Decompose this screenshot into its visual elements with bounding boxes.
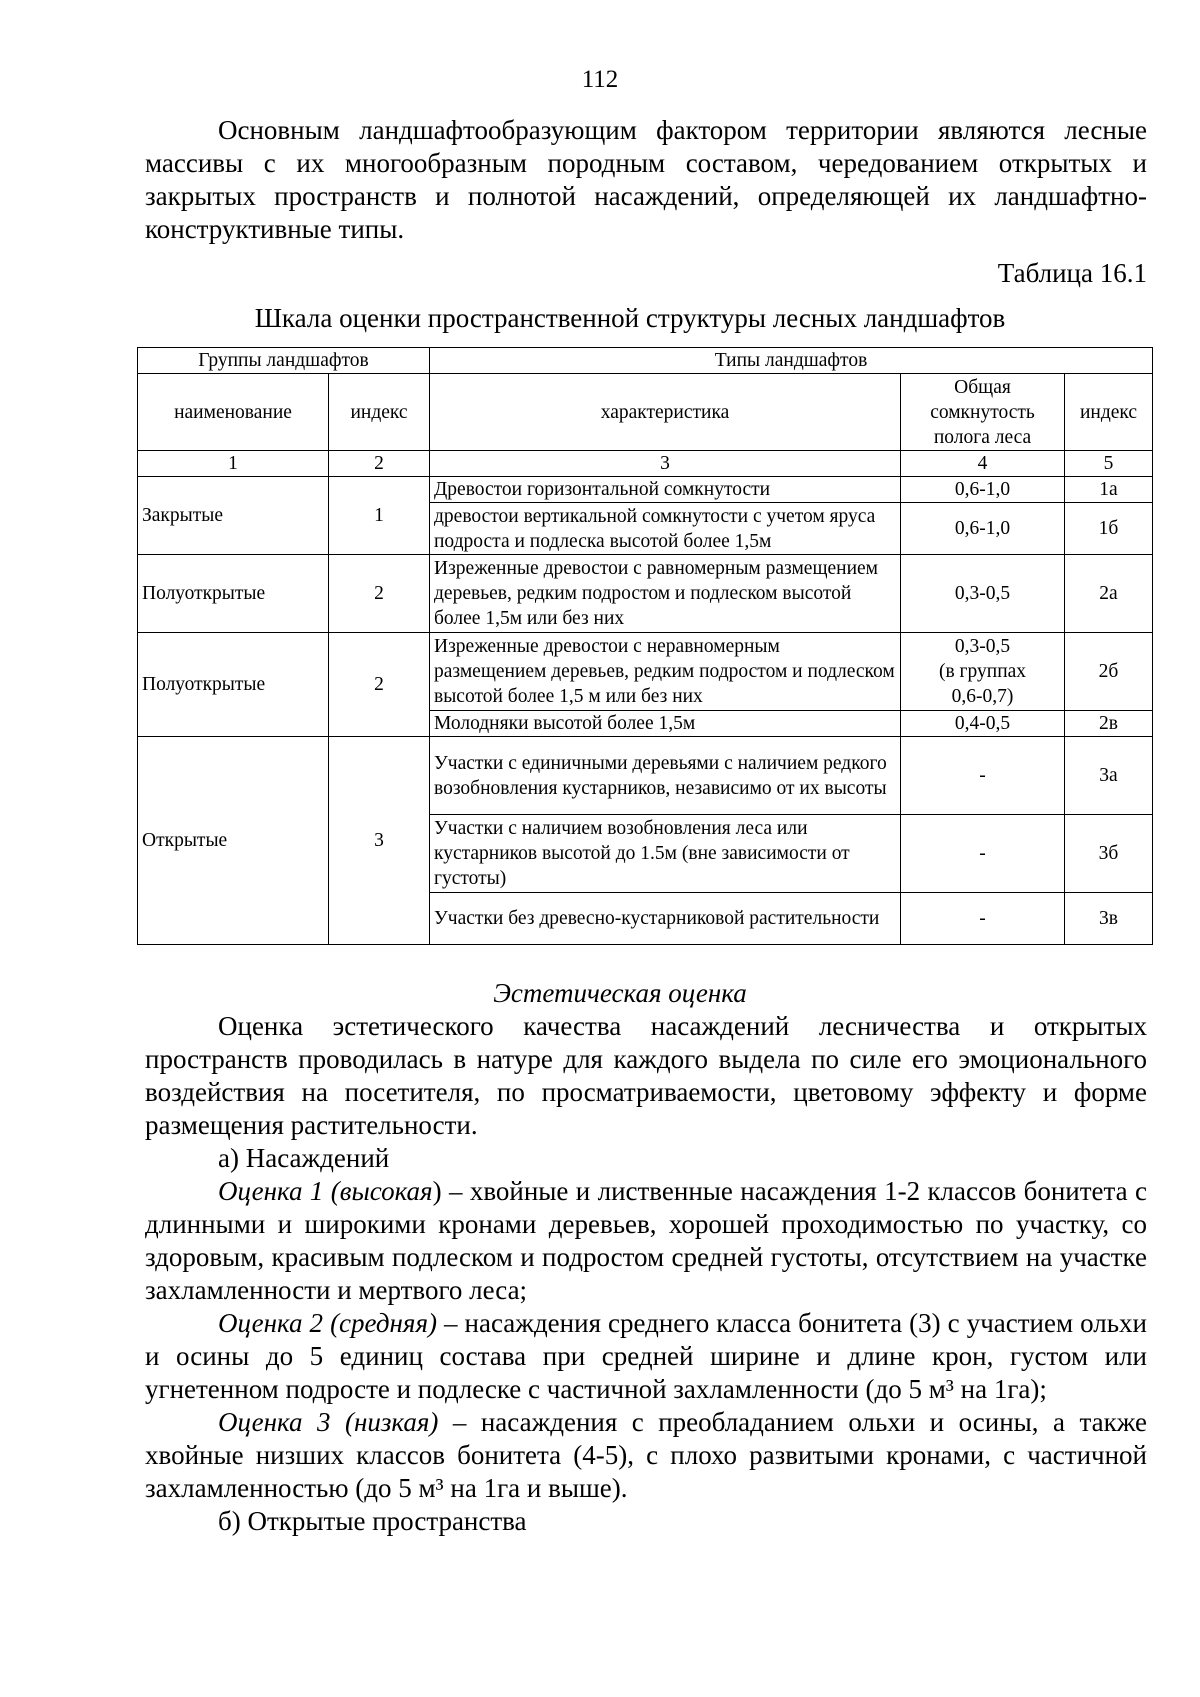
header-types: Типы ландшафтов bbox=[430, 348, 1153, 374]
table-row bbox=[138, 555, 1153, 633]
type-density: 0,6-1,0 bbox=[901, 503, 1065, 555]
intro-paragraph bbox=[145, 114, 1147, 246]
grade-label: Оценка 1 (высокая bbox=[218, 1176, 433, 1206]
type-characteristic: Молодняки высотой более 1,5м bbox=[430, 711, 901, 737]
type-density: 0,4-0,5 bbox=[901, 711, 1065, 737]
type-characteristic: Изреженные древостои с неравномерным размещением деревьев, редким подростом и подлеском высотой более 1,5 м или без них bbox=[430, 633, 901, 711]
type-index: 2а bbox=[1065, 555, 1153, 633]
table-row bbox=[138, 477, 1153, 503]
body-paragraph bbox=[145, 1406, 1147, 1505]
type-index: 1а bbox=[1065, 477, 1153, 503]
grade-text: – насаждения среднего класса бонитета (3) с участием ольхи и осины до 5 единиц состава при средней ширине и длине крон, густом или угнетенном подросте и подлеске с частичной захламленности (до 5 м³ на 1га); bbox=[145, 1308, 1147, 1404]
body-paragraph: б) Открытые пространства bbox=[218, 1506, 527, 1536]
col-number: 2 bbox=[329, 451, 430, 477]
table-numbering-row bbox=[138, 451, 1153, 477]
body-paragraph bbox=[145, 1307, 1147, 1406]
intro-text: Основным ландшафтообразующим фактором территории являются лесные массивы с их многообразным породным составом, чередованием открытых и закрытых пространств и полнотой насаждений, определяющей их ландшафтно-конструктивные типы. bbox=[145, 115, 1147, 244]
grade-label: Оценка 3 (низкая) bbox=[218, 1407, 439, 1437]
type-characteristic: Участки с наличием возобновления леса или кустарников высотой до 1.5м (вне зависимости от густоты) bbox=[430, 815, 901, 893]
table-row bbox=[138, 737, 1153, 815]
body-paragraph: а) Насаждений bbox=[218, 1143, 390, 1173]
col-type-index: индекс bbox=[1065, 374, 1153, 451]
aesthetic-body bbox=[145, 1010, 1147, 1538]
type-index: 3б bbox=[1065, 815, 1153, 893]
group-index: 2 bbox=[329, 555, 430, 633]
group-index: 3 bbox=[329, 737, 430, 945]
type-index: 3в bbox=[1065, 893, 1153, 945]
type-characteristic: Изреженные древостои с равномерным размещением деревьев, редким подростом и подлеском высотой более 1,5м или без них bbox=[430, 555, 901, 633]
group-index: 1 bbox=[329, 477, 430, 555]
col-number: 1 bbox=[138, 451, 329, 477]
density-line: (в группах bbox=[938, 661, 1027, 682]
page-number: 112 bbox=[581, 66, 619, 93]
type-density: 0,3-0,5 bbox=[901, 555, 1065, 633]
type-index: 3а bbox=[1065, 737, 1153, 815]
type-density: 0,6-1,0 bbox=[901, 477, 1065, 503]
col-characteristic: характеристика bbox=[430, 374, 901, 451]
type-index: 2б bbox=[1065, 633, 1153, 711]
group-name: Полуоткрытые bbox=[138, 555, 329, 633]
density-line: 0,6-0,7) bbox=[951, 686, 1014, 707]
table-title: Шкала оценки пространственной структуры лесных ландшафтов bbox=[254, 303, 1006, 333]
table-header-row bbox=[138, 348, 1153, 374]
group-name: Полуоткрытые bbox=[138, 633, 329, 737]
grade-label: Оценка 2 (средняя) bbox=[218, 1308, 437, 1338]
type-characteristic: Древостои горизонтальной сомкнутости bbox=[430, 477, 901, 503]
table-subheader-row bbox=[138, 374, 1153, 451]
col-name: наименование bbox=[138, 374, 329, 451]
col-number: 5 bbox=[1065, 451, 1153, 477]
type-characteristic: Участки без древесно-кустарниковой растительности bbox=[430, 893, 901, 945]
col-number: 4 bbox=[901, 451, 1065, 477]
section-title: Эстетическая оценка bbox=[493, 978, 747, 1008]
group-name: Открытые bbox=[138, 737, 329, 945]
header-groups: Группы ландшафтов bbox=[138, 348, 430, 374]
type-density bbox=[901, 633, 1065, 711]
col-density: Общая сомкнутость полога леса bbox=[901, 374, 1065, 451]
table-row bbox=[138, 633, 1153, 711]
grade-text: ) – хвойные и лиственные насаждения 1-2 классов бонитета с длинными и широкими кронами деревьев, хорошей проходимостью по участку, со здоровым, красивым подлеском и подростом средней густоты, отсутствием на участке захламленности и мертвого леса; bbox=[145, 1176, 1147, 1305]
col-index: индекс bbox=[329, 374, 430, 451]
group-index: 2 bbox=[329, 633, 430, 737]
type-index: 1б bbox=[1065, 503, 1153, 555]
type-density: - bbox=[901, 815, 1065, 893]
table-label: Таблица 16.1 bbox=[997, 258, 1147, 288]
density-line: 0,3-0,5 bbox=[954, 636, 1011, 657]
type-index: 2в bbox=[1065, 711, 1153, 737]
type-density: - bbox=[901, 893, 1065, 945]
group-name: Закрытые bbox=[138, 477, 329, 555]
landscape-scale-table bbox=[137, 347, 1153, 945]
type-characteristic: древостои вертикальной сомкнутости с учетом яруса подроста и подлеска высотой более 1,5м bbox=[430, 503, 901, 555]
type-characteristic: Участки с единичными деревьями с наличием редкого возобновления кустарников, независимо от их высоты bbox=[430, 737, 901, 815]
col-number: 3 bbox=[430, 451, 901, 477]
grade-text: – насаждения с преобладанием ольхи и осины, а также хвойные низших классов бонитета (4-5), с плохо развитыми кронами, с частичной захламленностью (до 5 м³ на 1га и выше). bbox=[145, 1407, 1147, 1503]
type-density: - bbox=[901, 737, 1065, 815]
body-paragraph: Оценка эстетического качества насаждений лесничества и открытых пространств проводилась в натуре для каждого выдела по силе его эмоционального воздействия на посетителя, по просматриваемости, цветовому эффекту и форме размещения растительности. bbox=[145, 1011, 1147, 1140]
body-paragraph bbox=[145, 1175, 1147, 1307]
